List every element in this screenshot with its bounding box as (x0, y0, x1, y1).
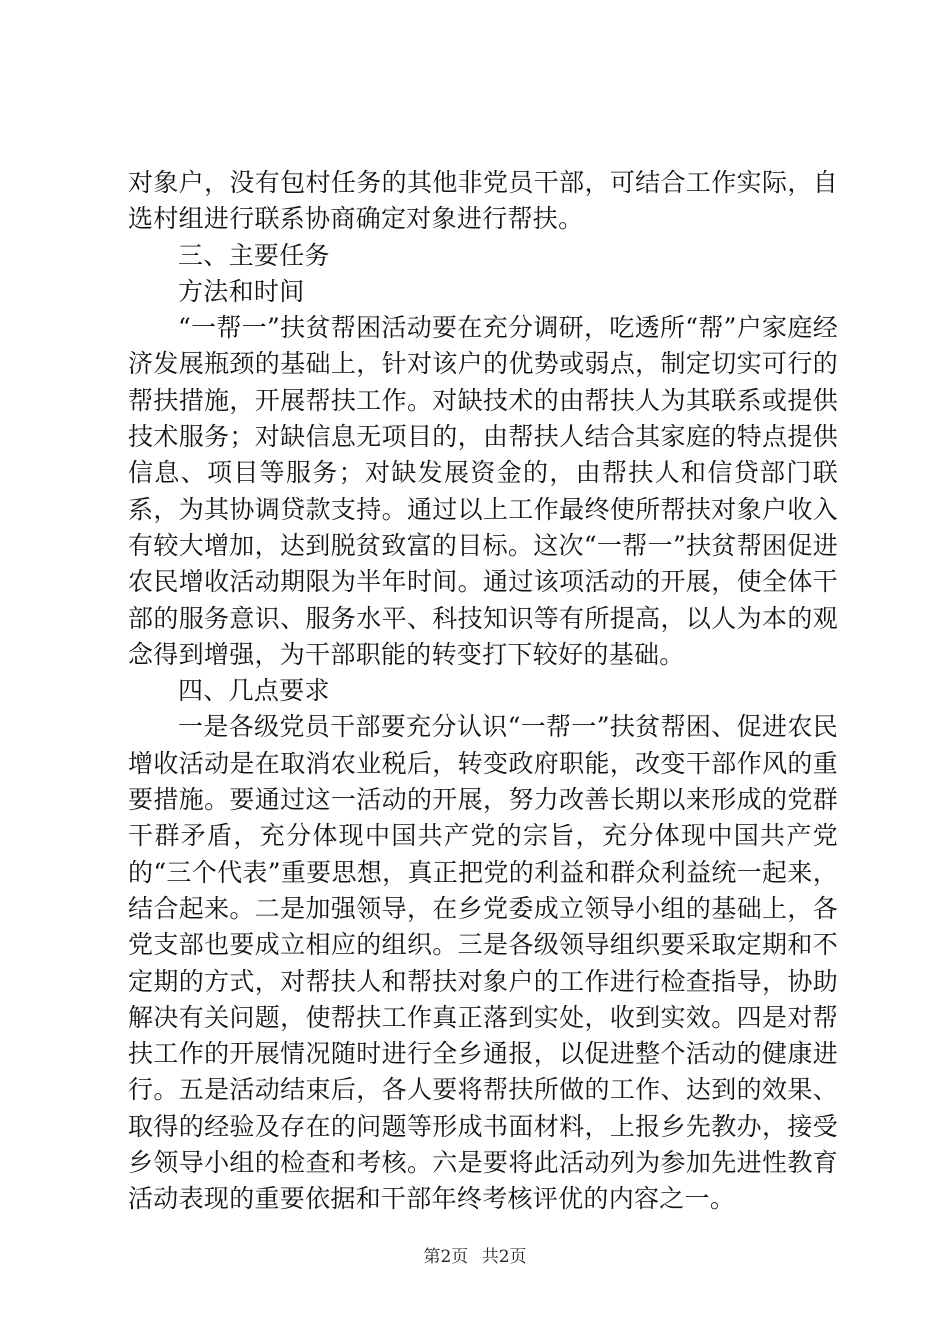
section-heading-main-tasks: 三、主要任务 (178, 240, 330, 270)
subheading-method-and-time: 方法和时间 (178, 276, 305, 306)
page-number: 第2页 (423, 1247, 469, 1267)
paragraph-method-details: “一帮一”扶贫帮困活动要在充分调研，吃透所“帮”户家庭经济发展瓶颈的基础上，针对该户的优势或弱点，制定切实可行的帮扶措施，开展帮扶工作。对缺技术的由帮扶人为其联系或提供技术服务；对缺信息无项目的，由帮扶人结合其家庭的特点提供信息、项目等服务；对缺发展资金的，由帮扶人和信贷部门联系，为其协调贷款支持。通过以上工作最终使所帮扶对象户收入有较大增加，达到脱贫致富的目标。这次“一帮一”扶贫帮困促进农民增收活动期限为半年时间。通过该项活动的开展，使全体干部的服务意识、服务水平、科技知识等有所提高，以人为本的观念得到增强，为干部职能的转变打下较好的基础。 (128, 313, 838, 669)
document-body (128, 165, 838, 1218)
section-heading-requirements: 四、几点要求 (178, 676, 330, 706)
paragraph-continuation: 对象户，没有包村任务的其他非党员干部，可结合工作实际，自选村组进行联系协商确定对象进行帮扶。 (128, 168, 838, 234)
paragraph-requirements-details: 一是各级党员干部要充分认识“一帮一”扶贫帮困、促进农民增收活动是在取消农业税后，转变政府职能，改变干部作风的重要措施。要通过这一活动的开展，努力改善长期以来形成的党群干群矛盾，充分体现中国共产党的宗旨，充分体现中国共产党的“三个代表”重要思想，真正把党的利益和群众利益统一起来，结合起来。二是加强领导，在乡党委成立领导小组的基础上，各党支部也要成立相应的组织。三是各级领导组织要采取定期和不定期的方式，对帮扶人和帮扶对象户的工作进行检查指导，协助解决有关问题，使帮扶工作真正落到实处，收到实效。四是对帮扶工作的开展情况随时进行全乡通报，以促进整个活动的健康进行。五是活动结束后，各人要将帮扶所做的工作、达到的效果、取得的经验及存在的问题等形成书面材料，上报乡先教办，接受乡领导小组的检查和考核。六是要将此活动列为参加先进性教育活动表现的重要依据和干部年终考核评优的内容之一。 (128, 712, 838, 1214)
page-total: 共2页 (481, 1247, 527, 1267)
page-footer (0, 1242, 950, 1267)
